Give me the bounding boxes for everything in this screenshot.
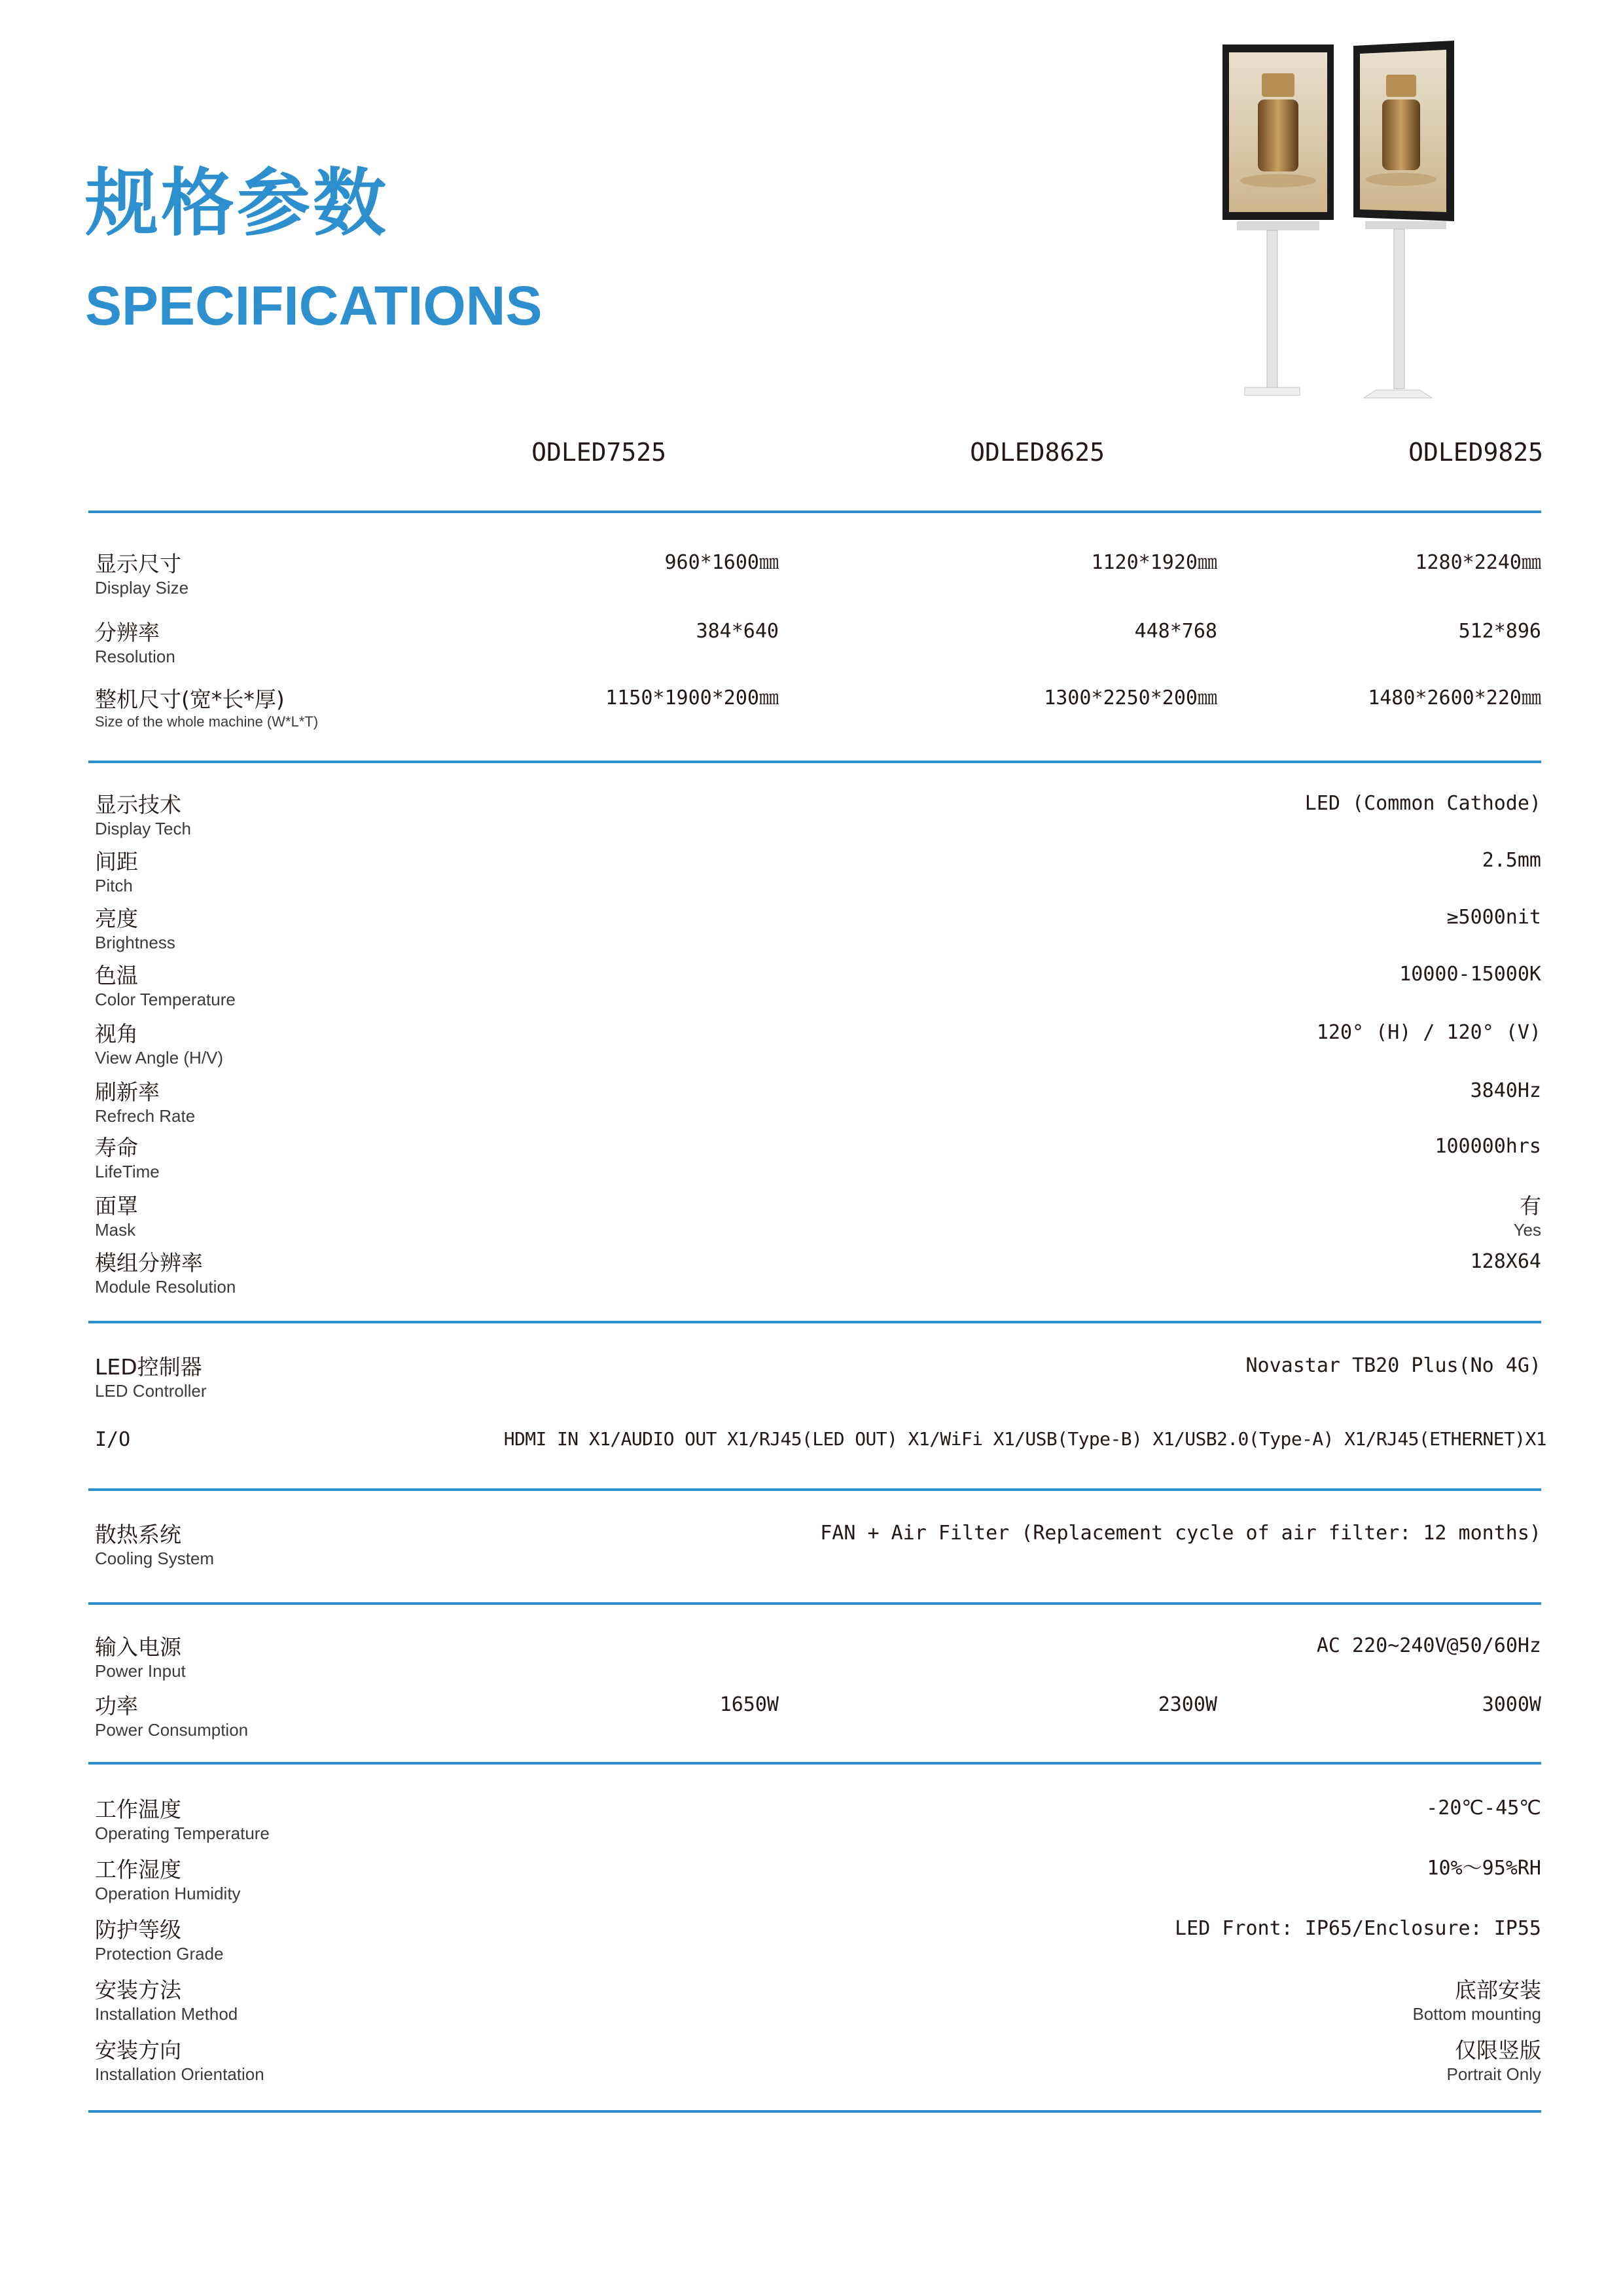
label-en: Pitch [95,876,133,895]
value-model-2: 1120*1920㎜ [1091,551,1217,574]
value-model-3: 512*896 [1458,620,1541,643]
label-cn: 视角 [95,1021,138,1047]
label-en: Operating Temperature [95,1823,270,1843]
label-cn: 防护等级 [95,1917,181,1943]
value: 2.5mm [1482,849,1541,872]
label-en: Color Temperature [95,990,236,1009]
label-cn: 寿命 [95,1135,138,1160]
divider-4 [88,1488,1541,1491]
page-title-en: SPECIFICATIONS [85,275,543,336]
value-model-2: 1300*2250*200㎜ [1044,687,1217,709]
value: 10%～95%RH [1427,1857,1541,1880]
value: 100000hrs [1435,1135,1541,1158]
label-en: Mask [95,1220,136,1240]
label-cn: 安装方法 [95,1977,181,2003]
label-en: Installation Method [95,2004,238,2024]
label-en: Size of the whole machine (W*L*T) [95,713,319,730]
label-en: Power Input [95,1661,186,1681]
label-cn: LED控制器 [95,1354,202,1380]
label-en: Brightness [95,933,175,952]
value-model-3: 3000W [1482,1693,1541,1716]
label-cn: 显示技术 [95,792,181,817]
value-model-1: 384*640 [696,620,779,643]
label-en: Resolution [95,647,175,666]
label-en: LED Controller [95,1381,207,1401]
value-en: Bottom mounting [1412,2004,1541,2024]
label-en: Protection Grade [95,1944,224,1964]
label-cn: 面罩 [95,1193,138,1219]
value: LED (Common Cathode) [1304,792,1541,815]
value: Novastar TB20 Plus(No 4G) [1245,1354,1541,1377]
model-1-header: ODLED7525 [531,438,666,467]
value-model-2: 2300W [1158,1693,1217,1716]
model-3-header: ODLED9825 [1408,438,1543,467]
value-cn: 底部安装 [1455,1977,1541,2003]
value-model-3: 1480*2600*220㎜ [1368,687,1541,709]
label-en: Module Resolution [95,1277,236,1297]
label-cn: 工作湿度 [95,1857,181,1882]
value-model-1: 960*1600㎜ [664,551,779,574]
value: 10000-15000K [1399,963,1541,986]
value-model-1: 1150*1900*200㎜ [605,687,779,709]
divider-2 [88,761,1541,763]
product-image [1204,26,1466,406]
label-cn: 功率 [95,1693,138,1719]
value-model-3: 1280*2240㎜ [1415,551,1541,574]
value: HDMI IN X1/AUDIO OUT X1/RJ45(LED OUT) X1/WiFi X1/USB(Type-B) X1/USB2.0(Type-A) X1/RJ45(ETHERNET)X1 [503,1428,1546,1450]
label-cn: 色温 [95,963,138,988]
value: FAN + Air Filter (Replacement cycle of air filter: 12 months) [820,1522,1541,1545]
divider-6 [88,1762,1541,1765]
label-cn: 刷新率 [95,1079,160,1105]
label-cn: 安装方向 [95,2037,181,2063]
label-en: Display Tech [95,819,191,838]
label-en: Cooling System [95,1549,215,1568]
page-title-cn: 规格参数 [85,161,389,246]
label-en: Operation Humidity [95,1884,241,1903]
label-cn: 整机尺寸(宽*长*厚) [95,687,285,712]
label-cn: I/O [95,1428,131,1451]
label-cn: 模组分辨率 [95,1250,203,1276]
value: ≥5000nit [1446,906,1541,929]
value-cn: 仅限竖版 [1455,2037,1541,2063]
value: 120° (H) / 120° (V) [1316,1021,1541,1044]
divider-7 [88,2110,1541,2113]
label-cn: 显示尺寸 [95,551,181,577]
label-en: Display Size [95,578,189,598]
label-cn: 输入电源 [95,1634,181,1660]
label-cn: 分辨率 [95,620,160,645]
value-model-1: 1650W [719,1693,779,1716]
value: -20℃-45℃ [1426,1797,1541,1820]
label-en: View Angle (H/V) [95,1048,224,1067]
label-cn: 间距 [95,849,138,874]
label-cn: 工作温度 [95,1797,181,1822]
divider-1 [88,511,1541,513]
label-en: Installation Orientation [95,2064,264,2084]
divider-5 [88,1602,1541,1605]
label-cn: 亮度 [95,906,138,931]
label-en: LifeTime [95,1162,160,1181]
value: 3840Hz [1470,1079,1541,1102]
value: LED Front: IP65/Enclosure: IP55 [1175,1917,1541,1940]
label-cn: 散热系统 [95,1522,181,1547]
value-en: Portrait Only [1446,2064,1541,2084]
value: AC 220~240V@50/60Hz [1316,1634,1541,1657]
divider-3 [88,1321,1541,1323]
label-en: Refrech Rate [95,1106,196,1126]
value-model-2: 448*768 [1134,620,1217,643]
label-en: Power Consumption [95,1720,249,1740]
value: 128X64 [1470,1250,1541,1273]
value-en: Yes [1513,1220,1541,1240]
model-2-header: ODLED8625 [970,438,1105,467]
value-cn: 有 [1520,1193,1541,1219]
